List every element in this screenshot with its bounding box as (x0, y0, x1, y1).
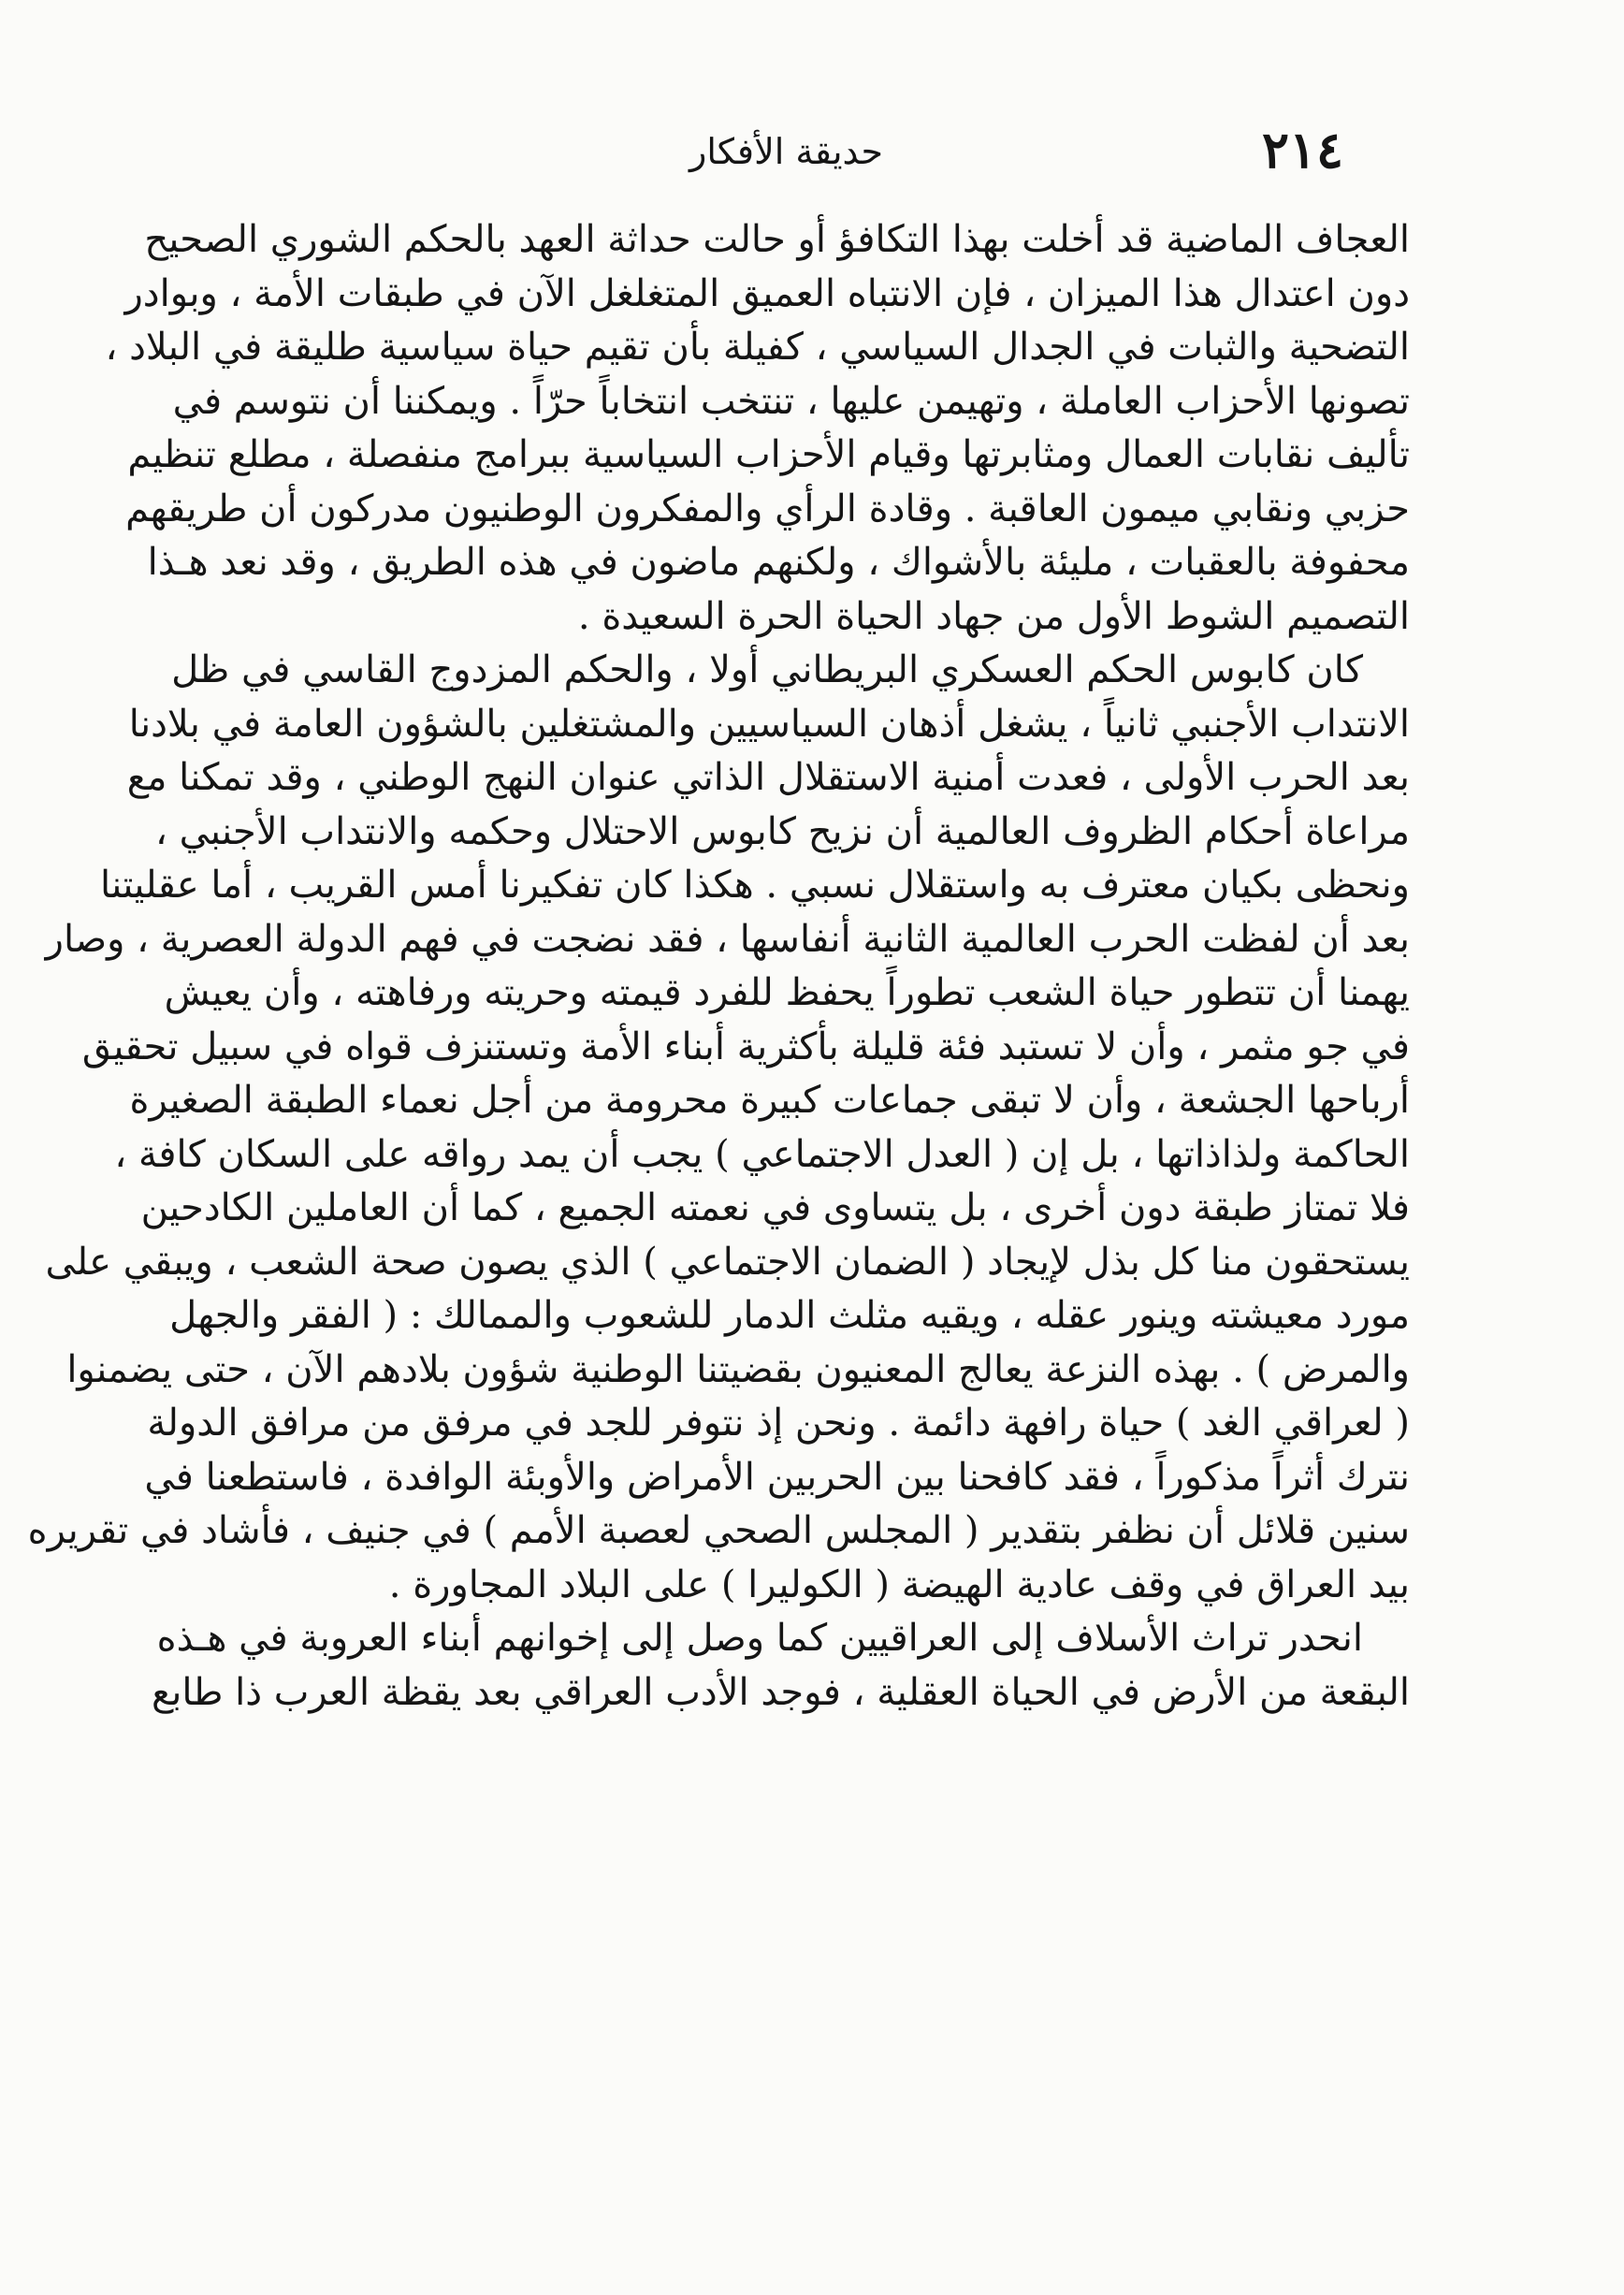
text-line: بيد العراق في وقف عادية الهيضة ( الكوليرا ) على البلاد المجاورة . (388, 1562, 1410, 1606)
text-line: مورد معيشته وينور عقله ، ويقيه مثلث الدمار للشعوب والممالك : ( الفقر والجهل (169, 1294, 1410, 1337)
text-line: تأليف نقابات العمال ومثابرتها وقيام الأحزاب السياسية ببرامج منفصلة ، مطلع تنظيم (127, 433, 1410, 476)
text-line: ونحظى بكيان معترف به واستقلال نسبي . هكذا كان تفكيرنا أمس القريب ، أما عقليتنا (99, 864, 1410, 907)
text-line: فلا تمتاز طبقة دون أخرى ، بل يتساوى في نعمته الجميع ، كما أن العاملين الكادحين (140, 1186, 1410, 1229)
text-line: في جو مثمر ، وأن لا تستبد فئة قليلة بأكثرية أبناء الأمة وتستنزف قواه في سبيل تحقيق (81, 1024, 1410, 1068)
page-number: ٢١٤ (1261, 120, 1343, 180)
text-line: العجاف الماضية قد أخلت بهذا التكافؤ أو حالت حداثة العهد بالحكم الشوري الصحيح (144, 218, 1410, 261)
page-header (229, 110, 1343, 195)
body-text (27, 213, 1410, 1720)
text-line: والمرض ) . بهذه النزعة يعالج المعنيون بقضيتنا الوطنية شؤون بلادهم الآن ، حتى يضمنوا (66, 1347, 1410, 1391)
text-line: مراعاة أحكام الظروف العالمية أن نزيح كابوس الاحتلال وحكمه والانتداب الأجنبي ، (154, 809, 1410, 853)
text-line: يستحقون منا كل بذل لإيجاد ( الضمان الاجتماعي ) الذي يصون صحة الشعب ، ويبقي على (45, 1240, 1410, 1284)
text-line: الانتداب الأجنبي ثانياً ، يشغل أذهان السياسيين والمشتغلين بالشؤون العامة في بلادنا (128, 702, 1410, 746)
paragraph-3 (151, 1612, 1410, 1720)
text-line: بعد الحرب الأولى ، فعدت أمنية الاستقلال الذاتي عنوان النهج الوطني ، وقد تمكنا مع (126, 756, 1410, 799)
text-line: التضحية والثبات في الجدال السياسي ، كفيلة بأن تقيم حياة سياسية طليقة في البلاد ، (105, 326, 1410, 369)
text-line: يهمنا أن تتطور حياة الشعب تطوراً يحفظ للفرد قيمته وحريته ورفاهته ، وأن يعيش (164, 971, 1410, 1014)
text-line: تصونها الأحزاب العاملة ، وتهيمن عليها ، تنتخب انتخاباً حرّاً . ويمكننا أن نتوسم في (172, 379, 1410, 423)
text-line: دون اعتدال هذا الميزان ، فإن الانتباه العميق المتغلغل الآن في طبقات الأمة ، وبوادر (124, 271, 1410, 315)
text-line: البقعة من الأرض في الحياة العقلية ، فوجد الأدب العراقي بعد يقظة العرب ذا طابع (151, 1670, 1410, 1714)
text-line: سنين قلائل أن نظفر بتقدير ( المجلس الصحي لعصبة الأمم ) في جنيف ، فأشاد في تقريره (27, 1509, 1410, 1552)
text-line: كان كابوس الحكم العسكري البريطاني أولا ، والحكم المزدوج القاسي في ظل (171, 648, 1363, 691)
text-line: ( لعراقي الغد ) حياة رافهة دائمة . ونحن إذ نتوفر للجد في مرفق من مرافق الدولة (147, 1402, 1410, 1445)
text-line: التصميم الشوط الأول من جهاد الحياة الحرة السعيدة . (577, 594, 1410, 638)
paragraph-2 (27, 644, 1410, 1612)
text-line: بعد أن لفظت الحرب العالمية الثانية أنفاسها ، فقد نضجت في فهم الدولة العصرية ، وصار (45, 917, 1410, 961)
running-title: حديقة الأفكار (689, 131, 883, 172)
text-line: حزبي ونقابي ميمون العاقبة . وقادة الرأي والمفكرون الوطنيون مدركون أن طريقهم (125, 487, 1410, 530)
text-line: نترك أثراً مذكوراً ، فقد كافحنا بين الحربين الأمراض والأوبئة الوافدة ، فاستطعنا في (144, 1455, 1410, 1499)
text-line: الحاكمة ولذاذاتها ، بل إن ( العدل الاجتماعي ) يجب أن يمد رواقه على السكان كافة ، (114, 1132, 1410, 1176)
text-line: محفوفة بالعقبات ، مليئة بالأشواك ، ولكنهم ماضون في هذه الطريق ، وقد نعد هـذا (147, 541, 1410, 584)
paragraph-1 (105, 213, 1410, 644)
text-line: انحدر تراث الأسلاف إلى العراقيين كما وصل إلى إخوانهم أبناء العروبة في هـذه (156, 1617, 1363, 1660)
text-line: أرباحها الجشعة ، وأن لا تبقى جماعات كبيرة محرومة من أجل نعماء الطبقة الصغيرة (129, 1079, 1410, 1122)
